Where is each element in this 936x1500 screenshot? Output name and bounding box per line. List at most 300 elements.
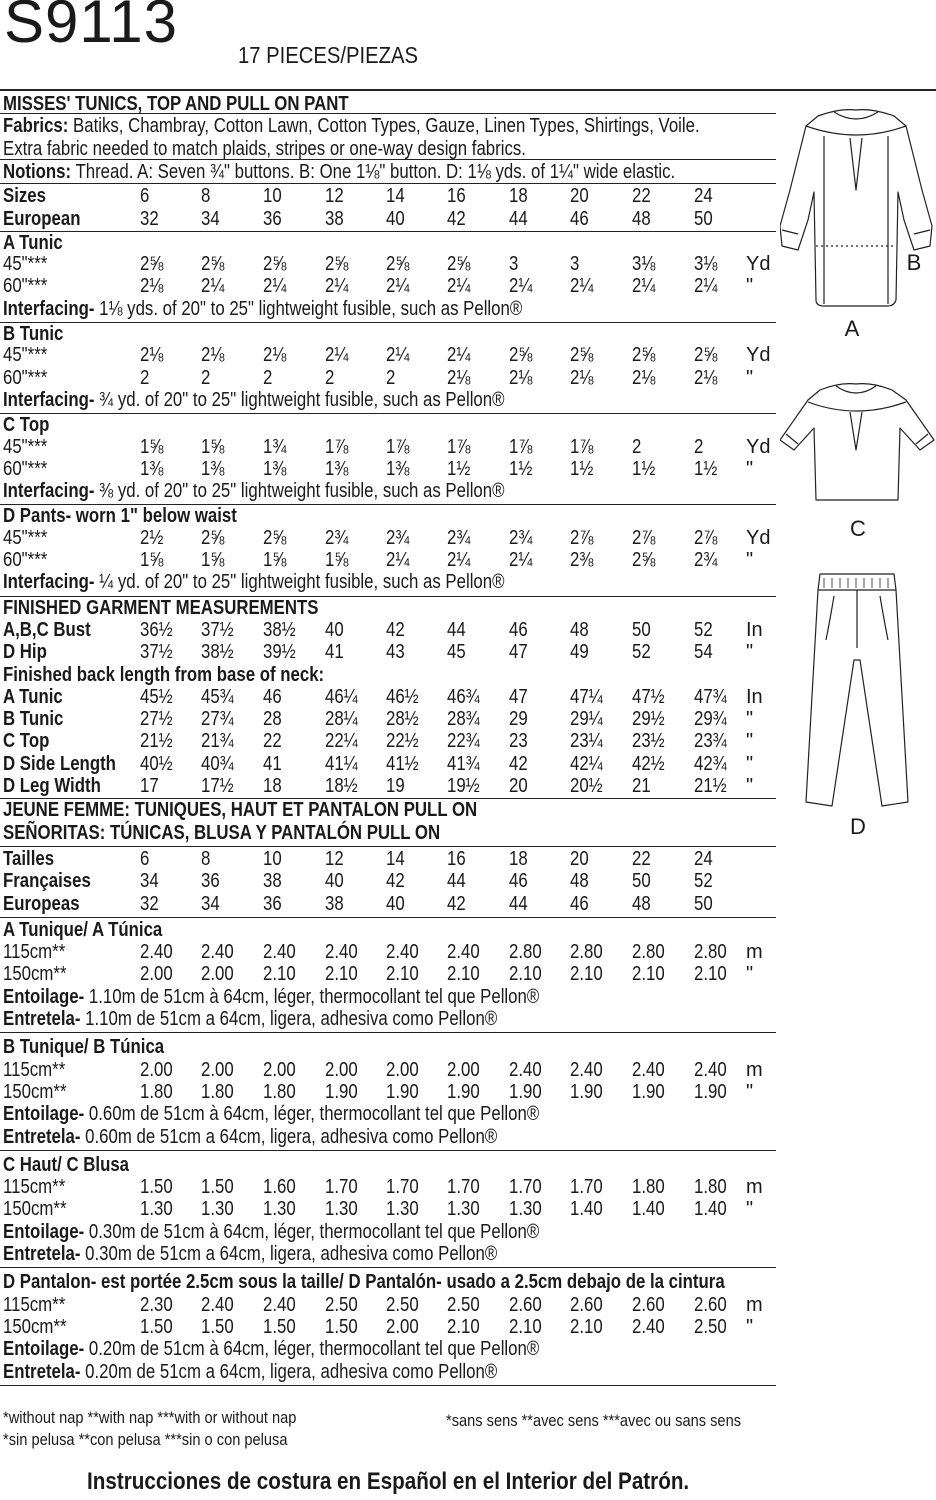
entoilage-line-2 <box>3 1221 641 1243</box>
table-cell <box>447 275 505 297</box>
table-cell <box>632 870 690 892</box>
interfacing-text: ⅜ yd. of 20" to 25" lightweight fusible, such as Pellon® <box>94 480 505 503</box>
cell-value: 32 <box>140 892 159 915</box>
cell-value: 2.80 <box>694 941 727 964</box>
row-unit: " <box>746 1315 754 1338</box>
cell-value: 2⅛ <box>447 366 471 389</box>
row-label <box>3 941 77 963</box>
row-unit: In <box>746 685 763 708</box>
table-cell <box>694 185 752 207</box>
table-cell <box>140 870 198 892</box>
spanish-title: SEÑORITAS: TÚNICAS, BLUSA Y PANTALÓN PULL ON <box>3 821 441 844</box>
table-cell <box>570 686 628 708</box>
title-line <box>3 93 414 115</box>
cell-value: 40¾ <box>201 752 234 775</box>
table-cell <box>447 686 505 708</box>
cell-value: 47 <box>509 685 528 708</box>
table-cell <box>263 753 321 775</box>
table-cell <box>201 641 259 663</box>
entoilage-text: 0.30m de 51cm à 64cm, léger, thermocollant tel que Pellon® <box>84 1220 540 1243</box>
cell-value: 36½ <box>140 618 173 641</box>
table-cell <box>263 1198 321 1220</box>
cell-value: 18 <box>509 185 528 208</box>
table-cell <box>447 848 505 870</box>
pattern-number: S9113 <box>4 0 179 55</box>
table-cell <box>140 619 198 641</box>
table-cell <box>447 753 505 775</box>
table-cell <box>509 893 567 915</box>
cell-value: 2⅝ <box>386 253 410 276</box>
interfacing-line-0-text <box>3 298 522 320</box>
cell-value: 1⅝ <box>140 549 164 571</box>
entoilage-line-2-text <box>3 1221 539 1243</box>
tailles-row <box>0 848 776 870</box>
cell-value: 2.00 <box>325 1058 358 1081</box>
view-heading: B Tunic <box>3 323 64 345</box>
interfacing-line-1-text <box>3 389 504 411</box>
cell-value: 42 <box>386 618 405 641</box>
metric-yardage-row <box>0 1198 776 1220</box>
cell-value: 14 <box>386 847 405 870</box>
table-cell <box>632 641 690 663</box>
row-label-text: 115cm** <box>3 941 66 964</box>
cell-value: 23 <box>509 730 528 753</box>
row-unit: " <box>746 752 754 775</box>
cell-value: 2 <box>325 366 335 389</box>
bust-row <box>0 619 776 641</box>
cell-value: 1⅜ <box>325 457 349 480</box>
cell-value: 1.90 <box>694 1080 727 1103</box>
table-cell <box>632 686 690 708</box>
entoilage-label: Entoilage- <box>3 985 85 1008</box>
row-label-text: Sizes <box>3 185 46 208</box>
yardage-heading-3-text <box>3 505 237 527</box>
table-cell <box>140 963 198 985</box>
cell-value: 41 <box>263 752 282 775</box>
row-label <box>3 893 94 915</box>
cell-value: 32 <box>140 207 159 230</box>
row-label-text: 60"*** <box>3 275 48 298</box>
row-label <box>3 275 56 297</box>
yardage-row <box>0 367 776 389</box>
table-cell <box>140 753 198 775</box>
interfacing-line-3-text <box>3 571 504 593</box>
table-cell <box>632 1081 690 1103</box>
row-label <box>3 1294 77 1316</box>
yardage-row <box>0 549 776 571</box>
row-label-text: A Tunic <box>3 685 63 708</box>
table-cell <box>201 1081 259 1103</box>
row-label <box>3 185 54 207</box>
cell-value: 24 <box>694 847 713 870</box>
table-cell <box>386 1316 444 1338</box>
table-cell <box>325 527 383 549</box>
header-divider <box>0 89 936 91</box>
row-label <box>3 549 56 571</box>
table-cell <box>694 1198 752 1220</box>
cell-value: 1½ <box>509 457 533 480</box>
table-cell <box>694 753 752 775</box>
cell-value: 2 <box>263 366 273 389</box>
cell-value: 2¼ <box>386 344 410 367</box>
cell-value: 22 <box>632 847 651 870</box>
cell-value: 2⅝ <box>201 526 225 549</box>
entretela-label: Entretela- <box>3 1008 81 1030</box>
table-cell <box>386 870 444 892</box>
cell-value: 1.80 <box>201 1080 234 1103</box>
cell-value: 2⅛ <box>570 366 594 389</box>
back-length-line-text <box>3 664 324 686</box>
table-cell <box>325 549 383 571</box>
cell-value: 2.80 <box>632 941 665 964</box>
cell-value: 2⅝ <box>447 253 471 276</box>
table-cell <box>632 436 690 458</box>
table-cell <box>386 436 444 458</box>
hip-row <box>0 641 776 663</box>
cell-value: 3⅛ <box>632 253 656 276</box>
table-cell <box>140 1176 198 1198</box>
entoilage-text: 1.10m de 51cm à 64cm, léger, thermocollant tel que Pellon® <box>84 985 540 1008</box>
cell-value: 48 <box>570 618 589 641</box>
cell-value: 1.90 <box>509 1080 542 1103</box>
cell-value: 2.40 <box>263 1293 296 1316</box>
cell-value: 2¾ <box>509 526 533 549</box>
cell-value: 2⅝ <box>509 344 533 367</box>
cell-value: 47¾ <box>694 685 727 708</box>
metric-heading-1 <box>3 1036 195 1058</box>
table-cell <box>263 963 321 985</box>
table-cell <box>632 527 690 549</box>
entretela-line-2-text <box>3 1243 497 1265</box>
cell-value: 2¼ <box>447 344 471 367</box>
interfacing-label: Interfacing- <box>3 297 95 320</box>
table-cell <box>201 458 259 480</box>
metric-divider <box>0 1385 776 1386</box>
french-title-line <box>3 799 567 821</box>
metric-heading-3-text <box>3 1271 725 1293</box>
cell-value: 1.90 <box>325 1080 358 1103</box>
table-cell <box>201 941 259 963</box>
yardage-heading-2 <box>3 414 58 436</box>
cell-value: 1⅝ <box>201 435 225 458</box>
row-label <box>3 253 56 275</box>
table-cell <box>325 686 383 708</box>
yardage-divider <box>0 413 776 414</box>
table-cell <box>201 963 259 985</box>
cell-value: 1.70 <box>447 1176 480 1199</box>
table-cell <box>509 436 567 458</box>
cell-value: 41¾ <box>447 752 480 775</box>
row-label <box>3 1081 79 1103</box>
table-cell <box>632 1176 690 1198</box>
table-cell <box>263 549 321 571</box>
table-cell <box>140 549 198 571</box>
table-cell <box>694 1316 752 1338</box>
table-cell <box>325 275 383 297</box>
table-cell <box>263 708 321 730</box>
table-cell <box>386 367 444 389</box>
table-cell <box>509 527 567 549</box>
table-cell <box>570 185 628 207</box>
cell-value: 2⅛ <box>632 366 656 389</box>
notions-divider <box>0 183 776 184</box>
table-cell <box>201 1198 259 1220</box>
table-cell <box>263 367 321 389</box>
cell-value: 10 <box>263 185 282 208</box>
table-cell <box>201 1059 259 1081</box>
cell-value: 1.40 <box>570 1198 603 1221</box>
cell-value: 22 <box>263 730 282 753</box>
entoilage-line-0 <box>3 986 641 1008</box>
table-cell <box>632 549 690 571</box>
cell-value: 22¾ <box>447 730 480 753</box>
footnote-french: *sans sens **avec sens ***avec ou sans sens <box>446 1411 742 1430</box>
cell-value: 48 <box>632 892 651 915</box>
table-cell <box>386 941 444 963</box>
cell-value: 49 <box>570 641 589 664</box>
spanish-instructions-note: Instrucciones de costura en Español en el Interior del Patrón. <box>86 1468 690 1495</box>
entoilage-label: Entoilage- <box>3 1338 85 1361</box>
table-cell <box>201 775 259 797</box>
cell-value: 2¼ <box>201 275 225 298</box>
metric-heading-0 <box>3 919 193 941</box>
cell-value: 1.70 <box>570 1176 603 1199</box>
fabrics-list: Batiks, Chambray, Cotton Lawn, Cotton Types, Gauze, Linen Types, Shirtings, Voile. <box>68 115 700 138</box>
table-cell <box>632 708 690 730</box>
table-cell <box>386 893 444 915</box>
cell-value: 50 <box>694 207 713 230</box>
cell-value: 2.40 <box>570 1058 603 1081</box>
cell-value: 2¼ <box>694 275 718 298</box>
table-cell <box>509 1059 567 1081</box>
cell-value: 46 <box>570 892 589 915</box>
view-label-a: A <box>844 316 860 341</box>
cell-value: 46½ <box>386 685 419 708</box>
table-cell <box>140 527 198 549</box>
cell-value: 2¼ <box>570 275 594 298</box>
cell-value: 2⅛ <box>509 366 533 389</box>
cell-value: 2⅞ <box>694 526 718 549</box>
cell-value: 1⅝ <box>263 549 287 571</box>
cell-value: 2¼ <box>263 275 287 298</box>
table-cell <box>694 848 752 870</box>
cell-value: 1.90 <box>386 1080 419 1103</box>
entoilage-line-3 <box>3 1338 641 1360</box>
cell-value: 38 <box>325 892 344 915</box>
cell-value: 16 <box>447 185 466 208</box>
table-cell <box>140 185 198 207</box>
intl-title-divider <box>0 846 776 847</box>
cell-value: 2.10 <box>263 963 296 986</box>
table-cell <box>263 730 321 752</box>
row-label <box>3 619 107 641</box>
entretela-line-3 <box>3 1361 591 1383</box>
table-cell <box>201 708 259 730</box>
table-cell <box>140 1059 198 1081</box>
table-cell <box>694 963 752 985</box>
cell-value: 2 <box>140 366 150 389</box>
row-label <box>3 641 55 663</box>
table-cell <box>632 775 690 797</box>
fabrics-label: Fabrics: <box>3 115 69 138</box>
cell-value: 2¼ <box>632 275 656 298</box>
table-cell <box>386 185 444 207</box>
cell-value: 45 <box>447 641 466 664</box>
intl-sizes-divider <box>0 917 776 918</box>
fabrics-line <box>3 115 832 137</box>
entretela-line-0 <box>3 1008 591 1030</box>
title-line-text <box>3 93 349 115</box>
cell-value: 46 <box>509 870 528 893</box>
row-unit: " <box>746 457 754 480</box>
table-cell <box>140 1316 198 1338</box>
cell-value: 2.10 <box>570 1315 603 1338</box>
table-cell <box>447 775 505 797</box>
cell-value: 2⅝ <box>263 526 287 549</box>
table-cell <box>447 619 505 641</box>
table-cell <box>325 848 383 870</box>
yardage-row <box>0 458 776 480</box>
entretela-text: 0.20m de 51cm a 64cm, ligera, adhesiva como Pellon® <box>80 1360 498 1383</box>
table-cell <box>386 275 444 297</box>
technical-drawings <box>780 100 936 860</box>
table-cell <box>201 1176 259 1198</box>
table-cell <box>447 893 505 915</box>
table-cell <box>201 753 259 775</box>
cell-value: 46 <box>570 207 589 230</box>
row-unit: " <box>746 1198 754 1221</box>
table-cell <box>447 1059 505 1081</box>
row-unit: In <box>746 618 763 641</box>
cell-value: 46¾ <box>447 685 480 708</box>
cell-value: 1.80 <box>263 1080 296 1103</box>
table-cell <box>140 367 198 389</box>
table-cell <box>632 458 690 480</box>
table-cell <box>447 1198 505 1220</box>
table-cell <box>140 641 198 663</box>
row-label <box>3 344 56 366</box>
cell-value: 1⅜ <box>201 457 225 480</box>
spanish-title-line <box>3 822 523 844</box>
entretela-text: 0.30m de 51cm a 64cm, ligera, adhesiva como Pellon® <box>80 1243 498 1265</box>
table-cell <box>386 527 444 549</box>
cell-value: 21 <box>632 775 651 797</box>
cell-value: 42 <box>509 752 528 775</box>
cell-value: 1½ <box>447 457 471 480</box>
row-unit: m <box>746 1293 763 1316</box>
entretela-label: Entretela- <box>3 1360 81 1383</box>
cell-value: 1.50 <box>201 1315 234 1338</box>
table-cell <box>509 458 567 480</box>
table-cell <box>632 848 690 870</box>
yardage-heading-0-text <box>3 232 63 254</box>
cell-value: 12 <box>325 185 344 208</box>
table-cell <box>140 1198 198 1220</box>
table-cell <box>325 1198 383 1220</box>
table-cell <box>509 253 567 275</box>
row-label-text: 45"*** <box>3 344 48 367</box>
cell-value: 2¼ <box>325 275 349 298</box>
cell-value: 42 <box>386 870 405 893</box>
table-cell <box>263 344 321 366</box>
cell-value: 1.30 <box>140 1198 173 1221</box>
table-cell <box>694 1059 752 1081</box>
cell-value: 41½ <box>386 752 419 775</box>
table-cell <box>447 458 505 480</box>
table-cell <box>201 686 259 708</box>
cell-value: 1⅞ <box>325 435 349 458</box>
cell-value: 2.50 <box>447 1293 480 1316</box>
metric-view-heading: B Tunique/ B Túnica <box>3 1036 165 1059</box>
length-row <box>0 686 776 708</box>
title-divider <box>0 113 776 114</box>
table-cell <box>570 208 628 230</box>
cell-value: 52 <box>694 870 713 893</box>
table-cell <box>632 208 690 230</box>
cell-value: 2.60 <box>694 1293 727 1316</box>
cell-value: 1.30 <box>509 1198 542 1221</box>
table-cell <box>140 893 198 915</box>
entretela-line-2 <box>3 1243 591 1265</box>
metric-heading-1-text <box>3 1036 164 1058</box>
table-cell <box>386 1198 444 1220</box>
table-cell <box>694 1081 752 1103</box>
table-cell <box>694 275 752 297</box>
cell-value: 2.30 <box>140 1293 173 1316</box>
cell-value: 2.80 <box>509 941 542 964</box>
cell-value: 1.60 <box>263 1176 296 1199</box>
cell-value: 50 <box>694 892 713 915</box>
metric-yardage-row <box>0 1294 776 1316</box>
cell-value: 2.10 <box>509 963 542 986</box>
table-cell <box>447 963 505 985</box>
cell-value: 1.70 <box>386 1176 419 1199</box>
table-cell <box>447 708 505 730</box>
cell-value: 47½ <box>632 685 665 708</box>
metric-heading-0-text <box>3 919 162 941</box>
table-cell <box>201 527 259 549</box>
table-cell <box>447 1176 505 1198</box>
metric-divider <box>0 1150 776 1151</box>
cell-value: 37½ <box>140 641 173 664</box>
table-cell <box>386 344 444 366</box>
cell-value: 2.40 <box>140 941 173 964</box>
cell-value: 50 <box>632 618 651 641</box>
cell-value: 2.00 <box>201 1058 234 1081</box>
cell-value: 52 <box>632 641 651 664</box>
yardage-row <box>0 436 776 458</box>
cell-value: 2¾ <box>325 526 349 549</box>
cell-value: 1⅞ <box>447 435 471 458</box>
table-cell <box>570 753 628 775</box>
table-cell <box>509 208 567 230</box>
table-cell <box>201 848 259 870</box>
cell-value: 1.80 <box>694 1176 727 1199</box>
cell-value: 2⅜ <box>570 549 594 571</box>
table-cell <box>447 1294 505 1316</box>
cell-value: 1.50 <box>140 1176 173 1199</box>
metric-view-heading: D Pantalon- est portée 2.5cm sous la taille/ D Pantalón- usado a 2.5cm debajo de la cintura <box>3 1271 725 1294</box>
cell-value: 2.40 <box>325 941 358 964</box>
notions-list: Thread. A: Seven ¾" buttons. B: One 1⅛" button. D: 1⅛ yds. of 1¼" wide elastic. <box>71 160 676 183</box>
interfacing-label: Interfacing- <box>3 571 95 594</box>
cell-value: 2.10 <box>447 1315 480 1338</box>
cell-value: 29 <box>509 708 528 731</box>
table-cell <box>509 1081 567 1103</box>
cell-value: 12 <box>325 847 344 870</box>
cell-value: 1⅞ <box>386 435 410 458</box>
cell-value: 18½ <box>325 775 358 797</box>
